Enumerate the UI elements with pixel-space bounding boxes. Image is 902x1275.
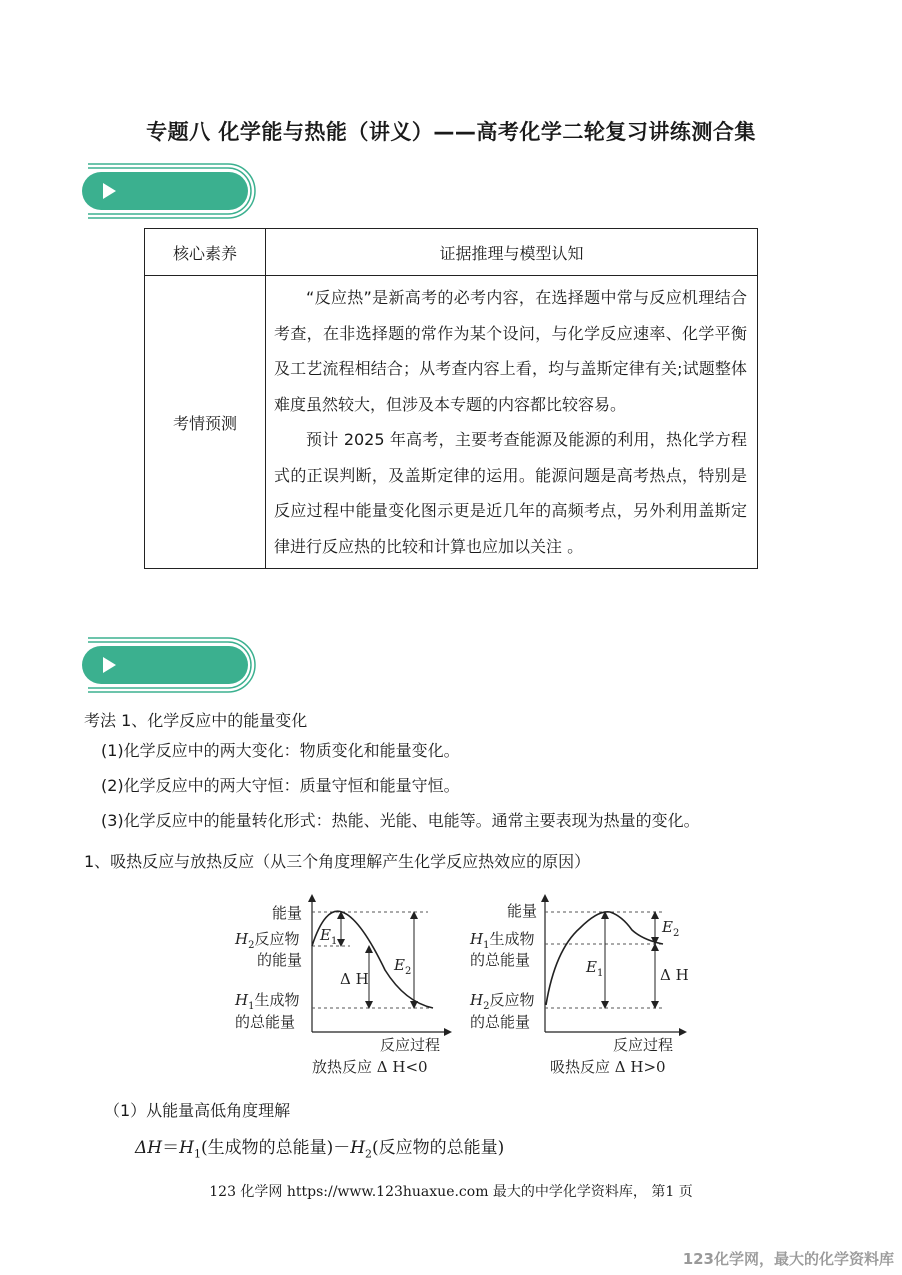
right-energy-axis-label: 能量 bbox=[507, 902, 538, 920]
section-banner-1 bbox=[78, 160, 258, 222]
svg-text:H2反应物 bbox=[234, 930, 299, 951]
right-h1-symbol: H bbox=[470, 930, 484, 948]
right-e1-sub: 1 bbox=[596, 968, 604, 979]
formula-part1: (生成物的总能量) bbox=[200, 1138, 334, 1158]
section-heading-2: 1、吸热反应与放热反应（从三个角度理解产生化学反应热效应的原因） bbox=[84, 852, 591, 871]
energy-diagrams bbox=[228, 892, 698, 1082]
right-h1-sub: 1 bbox=[483, 940, 490, 951]
left-h2-symbol: H bbox=[235, 930, 249, 948]
left-e1-symbol: E bbox=[320, 926, 331, 944]
table-row-label: 考情预测 bbox=[145, 276, 266, 569]
left-e2-symbol: E bbox=[394, 956, 405, 974]
enthalpy-formula bbox=[135, 1133, 504, 1160]
right-x-axis-label: 反应过程 bbox=[613, 1036, 674, 1054]
left-h1-symbol: H bbox=[235, 991, 249, 1009]
list-item: (1)化学反应中的两大变化：物质变化和能量变化。 bbox=[101, 741, 460, 760]
watermark: 123化学网，最大的化学资料库 bbox=[682, 1250, 894, 1268]
left-energy-axis-label: 能量 bbox=[272, 904, 303, 922]
right-h2-sub: 2 bbox=[483, 1001, 490, 1012]
svg-text:H1生成物 bbox=[234, 991, 299, 1012]
formula-h1: H bbox=[179, 1138, 194, 1158]
left-e2-sub: 2 bbox=[404, 966, 412, 977]
right-h2-symbol: H bbox=[470, 991, 484, 1009]
formula-h2: H bbox=[350, 1138, 366, 1158]
right-products-label: 生成物 bbox=[489, 930, 535, 948]
list-item: (3)化学反应中的能量转化形式：热能、光能、电能等。通常主要表现为热量的变化。 bbox=[101, 811, 700, 830]
forecast-paragraph-2: 预计 2025 年高考，主要考查能源及能源的利用，热化学方程式的正误判断，及盖斯定律的运用。能源问题是高考热点，特别是反应过程中能量变化图示更是近几年的高频考点，另外利用盖斯定律进行反应热的比较和计算也应加以关注 。 bbox=[274, 430, 747, 556]
list-item: (2)化学反应中的两大守恒：质量守恒和能量守恒。 bbox=[101, 776, 460, 795]
left-products-label: 生成物 bbox=[254, 991, 300, 1009]
formula-equals: ＝ bbox=[162, 1138, 180, 1158]
core-literacy-table bbox=[144, 228, 758, 569]
table-header-left: 核心素养 bbox=[145, 229, 266, 276]
left-reactants-label: 反应物 bbox=[254, 930, 300, 948]
svg-text:E1 bbox=[319, 926, 337, 947]
left-dh-label: Δ H bbox=[340, 970, 369, 988]
page-footer: 123 化学网 https://www.123huaxue.com 最大的中学化学资料库， 第1 页 bbox=[209, 1184, 693, 1200]
right-e2-sub: 2 bbox=[672, 928, 680, 939]
svg-text:E2 bbox=[393, 956, 411, 977]
formula-dh: ΔH bbox=[135, 1138, 163, 1158]
left-h1-sub: 1 bbox=[248, 1001, 255, 1012]
right-caption: 吸热反应 Δ H>0 bbox=[550, 1058, 666, 1076]
table-header-right: 证据推理与模型认知 bbox=[266, 229, 758, 276]
formula-h2-sub: 2 bbox=[365, 1147, 373, 1161]
right-e1-symbol: E bbox=[586, 958, 597, 976]
formula-h1-sub: 1 bbox=[193, 1147, 201, 1161]
forecast-cell bbox=[266, 276, 758, 569]
section-banner-2 bbox=[78, 634, 258, 696]
formula-part2: (反应物的总能量) bbox=[372, 1138, 505, 1158]
left-e1-sub: 1 bbox=[330, 936, 338, 947]
forecast-paragraph-1: “反应热”是新高考的必考内容，在选择题中常与反应机理结合考查，在非选择题的常作为某个设问，与化学反应速率、化学平衡及工艺流程相结合；从考查内容上看，均与盖斯定律有关;试题整体难度虽然较大，但涉及本专题的内容都比较容易。 bbox=[274, 288, 747, 414]
left-h2-sub: 2 bbox=[248, 940, 255, 951]
right-products-label-2: 的总能量 bbox=[470, 951, 531, 969]
left-reactants-label-2: 的能量 bbox=[257, 951, 303, 969]
exothermic-diagram bbox=[234, 898, 448, 1076]
section-heading-1: 考法 1、化学反应中的能量变化 bbox=[84, 711, 308, 730]
endothermic-diagram bbox=[469, 898, 689, 1076]
right-reactants-label: 反应物 bbox=[489, 991, 535, 1009]
section-heading-3: （1）从能量高低角度理解 bbox=[104, 1101, 291, 1120]
right-e2-symbol: E bbox=[662, 918, 673, 936]
left-caption: 放热反应 Δ H<0 bbox=[312, 1058, 428, 1076]
svg-text:E1 bbox=[585, 958, 603, 979]
svg-text:E2 bbox=[661, 918, 679, 939]
page-title: 专题八 化学能与热能（讲义）——高考化学二轮复习讲练测合集 bbox=[146, 120, 756, 144]
right-reactants-label-2: 的总能量 bbox=[470, 1013, 531, 1031]
svg-text:H1生成物 bbox=[469, 930, 534, 951]
left-products-label-2: 的总能量 bbox=[235, 1013, 296, 1031]
formula-minus: － bbox=[333, 1138, 351, 1158]
right-dh-label: Δ H bbox=[660, 966, 689, 984]
left-x-axis-label: 反应过程 bbox=[380, 1036, 441, 1054]
svg-text:H2反应物 bbox=[469, 991, 534, 1012]
